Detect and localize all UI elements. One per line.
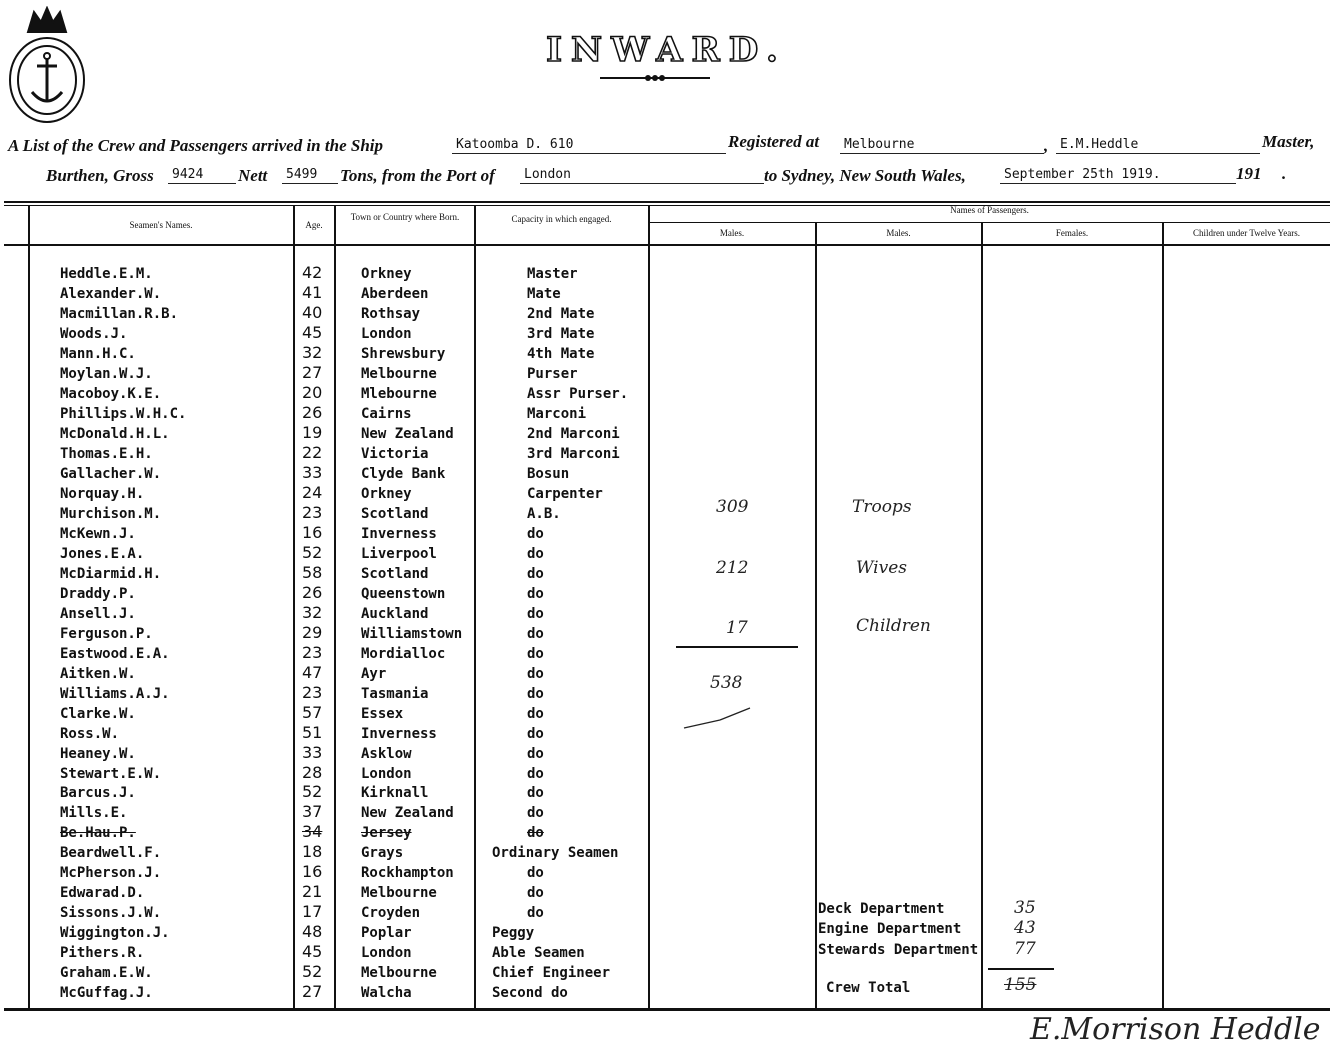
crew-birthplace: Walcha [361, 985, 412, 1001]
crew-age: 16 [302, 862, 323, 881]
crew-name: Williams.A.J. [60, 686, 170, 702]
crew-name: Draddy.P. [60, 586, 136, 602]
crew-age: 45 [302, 942, 323, 961]
crew-age: 18 [302, 842, 323, 861]
crew-name: McDonald.H.L. [60, 426, 170, 442]
crew-capacity: 3rd Marconi [527, 446, 620, 462]
year-suffix: 191 [1236, 164, 1262, 183]
crew-name: Macmillan.R.B. [60, 306, 179, 322]
crew-age: 41 [302, 283, 323, 302]
crew-capacity: do [527, 646, 544, 662]
crew-age: 58 [302, 563, 323, 582]
ship-name-field: Katoomba D. 610 [452, 136, 726, 154]
gross-tons-field: 9424 [168, 166, 236, 184]
crew-name: Stewart.E.W. [60, 766, 162, 782]
crew-birthplace: Scotland [361, 566, 429, 582]
crew-capacity: do [527, 626, 544, 642]
crew-name: Wiggington.J. [60, 925, 170, 941]
crew-birthplace: London [361, 945, 412, 961]
crew-age: 47 [302, 663, 323, 682]
col-passengers: Names of Passengers. [950, 205, 1029, 215]
crew-total-value: 155 [1004, 975, 1037, 995]
crew-capacity: 4th Mate [527, 346, 595, 362]
crew-age: 23 [302, 683, 323, 702]
crew-birthplace: Scotland [361, 506, 429, 522]
crew-birthplace: Orkney [361, 266, 412, 282]
crew-name: Ferguson.P. [60, 626, 153, 642]
crew-birthplace: Melbourne [361, 965, 437, 981]
from-port-field: London [520, 166, 764, 184]
crew-age: 45 [302, 323, 323, 342]
crew-age: 23 [302, 503, 323, 522]
crew-capacity: do [527, 746, 544, 762]
crew-age: 27 [302, 363, 323, 382]
crew-capacity: Purser [527, 366, 578, 382]
crew-birthplace: Rothsay [361, 306, 421, 322]
crew-capacity: do [527, 865, 544, 881]
crew-birthplace: London [361, 326, 412, 342]
crew-birthplace: Rockhampton [361, 865, 454, 881]
crew-capacity: Marconi [527, 406, 587, 422]
crew-age: 33 [302, 743, 323, 762]
crew-name: Eastwood.E.A. [60, 646, 170, 662]
crew-name: Alexander.W. [60, 286, 162, 302]
crew-birthplace: Orkney [361, 486, 412, 502]
crew-capacity: do [527, 686, 544, 702]
col-capacity: Capacity in which engaged. [511, 214, 612, 224]
crew-name: Edwarad.D. [60, 885, 145, 901]
crew-age: 32 [302, 603, 323, 622]
col-seamens-names: Seamen's Names. [129, 220, 193, 230]
crew-birthplace: Shrewsbury [361, 346, 446, 362]
crew-birthplace: Asklow [361, 746, 412, 762]
from-port-label: Tons, from the Port of [340, 166, 495, 185]
crew-capacity: Able Seamen [492, 945, 585, 961]
crew-name: Be.Hau.P. [60, 825, 136, 841]
crew-age: 28 [302, 763, 323, 782]
crew-name: McGuffag.J. [60, 985, 153, 1001]
crew-age: 34 [302, 822, 323, 841]
crew-name: Sissons.J.W. [60, 905, 162, 921]
crew-name: Mills.E. [60, 805, 128, 821]
crew-age: 57 [302, 703, 323, 722]
crew-birthplace: Melbourne [361, 885, 437, 901]
crew-birthplace: Ayr [361, 666, 387, 682]
crew-birthplace: Aberdeen [361, 286, 429, 302]
crew-age: 42 [302, 263, 323, 282]
stewards-department-value: 77 [1014, 939, 1036, 959]
crew-age: 20 [302, 383, 323, 402]
crew-capacity: Second do [492, 985, 568, 1001]
crew-birthplace: Grays [361, 845, 404, 861]
crew-capacity: 2nd Marconi [527, 426, 620, 442]
crew-name: McPherson.J. [60, 865, 162, 881]
crew-capacity: do [527, 586, 544, 602]
crew-capacity: Ordinary Seamen [492, 845, 619, 861]
stewards-department-label: Stewards Department [818, 942, 979, 958]
crew-name: Phillips.W.H.C. [60, 406, 187, 422]
crew-birthplace: Essex [361, 706, 404, 722]
crew-name: Graham.E.W. [60, 965, 153, 981]
crew-age: 16 [302, 523, 323, 542]
crew-name: Macoboy.K.E. [60, 386, 162, 402]
crew-age: 26 [302, 583, 323, 602]
crew-capacity: Chief Engineer [492, 965, 611, 981]
deck-department-label: Deck Department [818, 901, 945, 917]
crew-name: McDiarmid.H. [60, 566, 162, 582]
passenger-total: 538 [710, 673, 743, 693]
header-intro-text: A List of the Crew and Passengers arrived in the Ship [8, 136, 383, 155]
crew-capacity: do [527, 825, 544, 841]
crew-name: Ansell.J. [60, 606, 136, 622]
children-count: 17 [726, 618, 748, 638]
crew-age: 17 [302, 902, 323, 921]
crew-birthplace: Melbourne [361, 366, 437, 382]
crew-name: Barcus.J. [60, 785, 136, 801]
children-label: Children [856, 616, 931, 636]
title-ornament-icon [600, 72, 710, 84]
crew-capacity: do [527, 546, 544, 562]
crew-name: Clarke.W. [60, 706, 136, 722]
col-passenger-females: Females. [1055, 228, 1089, 238]
crew-age: 37 [302, 802, 323, 821]
col-born: Town or Country where Born. [350, 212, 460, 222]
col-age: Age. [305, 220, 323, 230]
crew-capacity: do [527, 526, 544, 542]
crew-age: 26 [302, 403, 323, 422]
crew-capacity: do [527, 706, 544, 722]
crew-capacity: do [527, 566, 544, 582]
crew-birthplace: Mlebourne [361, 386, 437, 402]
crew-birthplace: Jersey [361, 825, 412, 841]
crew-birthplace: Williamstown [361, 626, 463, 642]
registered-port-field: Melbourne [840, 136, 1044, 154]
destination-label: to Sydney, New South Wales, [764, 166, 966, 185]
crew-name: Heddle.E.M. [60, 266, 153, 282]
crew-birthplace: Auckland [361, 606, 429, 622]
crew-capacity: A.B. [527, 506, 561, 522]
crew-age: 21 [302, 882, 323, 901]
arrival-date-field: September 25th 1919. [1000, 166, 1236, 184]
crew-age: 27 [302, 982, 323, 1001]
crew-capacity: do [527, 606, 544, 622]
wives-count: 212 [716, 558, 749, 578]
crew-capacity: Carpenter [527, 486, 603, 502]
crew-capacity: do [527, 785, 544, 801]
engine-department-value: 43 [1014, 918, 1036, 938]
crew-age: 32 [302, 343, 323, 362]
crew-name: Woods.J. [60, 326, 128, 342]
crew-name: Aitken.W. [60, 666, 136, 682]
crew-age: 22 [302, 443, 323, 462]
crew-capacity: Mate [527, 286, 561, 302]
crew-name: Murchison.M. [60, 506, 162, 522]
crew-name: Pithers.R. [60, 945, 145, 961]
crew-name: Jones.E.A. [60, 546, 145, 562]
crew-name: Beardwell.F. [60, 845, 162, 861]
crew-age: 40 [302, 303, 323, 322]
crew-birthplace: Cairns [361, 406, 412, 422]
crew-age: 33 [302, 463, 323, 482]
crew-age: 48 [302, 922, 323, 941]
crew-age: 52 [302, 782, 323, 801]
handwritten-tick-mark [680, 702, 760, 736]
crew-birthplace: Tasmania [361, 686, 429, 702]
crew-name: Mann.H.C. [60, 346, 136, 362]
nett-tons-field: 5499 [282, 166, 338, 184]
crew-name: Heaney.W. [60, 746, 136, 762]
crew-age: 23 [302, 643, 323, 662]
crew-name: Thomas.E.H. [60, 446, 153, 462]
master-name-field: E.M.Heddle [1056, 136, 1260, 154]
crew-capacity: Bosun [527, 466, 570, 482]
crew-birthplace: Croyden [361, 905, 421, 921]
crew-birthplace: Inverness [361, 526, 437, 542]
crew-name: Gallacher.W. [60, 466, 162, 482]
crew-capacity: Peggy [492, 925, 535, 941]
crew-birthplace: New Zealand [361, 805, 454, 821]
crew-name: Moylan.W.J. [60, 366, 153, 382]
burthen-label: Burthen, Gross [46, 166, 154, 185]
crew-birthplace: Clyde Bank [361, 466, 446, 482]
crew-age: 19 [302, 423, 323, 442]
master-label: Master, [1262, 132, 1315, 151]
crew-birthplace: Poplar [361, 925, 412, 941]
master-signature: E.Morrison Heddle [1030, 1012, 1321, 1047]
crew-capacity: do [527, 766, 544, 782]
crew-birthplace: Victoria [361, 446, 429, 462]
crew-name: Norquay.H. [60, 486, 145, 502]
crew-capacity: 2nd Mate [527, 306, 595, 322]
troops-count: 309 [716, 497, 749, 517]
wives-label: Wives [856, 558, 907, 578]
col-passenger-males-1: Males. [719, 228, 745, 238]
col-passenger-males-2: Males. [886, 228, 911, 238]
deck-department-value: 35 [1014, 898, 1036, 918]
crew-total-label: Crew Total [826, 980, 911, 996]
crew-age: 52 [302, 962, 323, 981]
crew-name: McKewn.J. [60, 526, 136, 542]
troops-label: Troops [852, 497, 912, 517]
col-passenger-children: Children under Twelve Years. [1193, 228, 1300, 238]
crew-birthplace: Kirknall [361, 785, 429, 801]
crew-age: 52 [302, 543, 323, 562]
crew-birthplace: Liverpool [361, 546, 437, 562]
crew-capacity: 3rd Mate [527, 326, 595, 342]
crew-capacity: Master [527, 266, 578, 282]
crew-name: Ross.W. [60, 726, 120, 742]
crew-birthplace: New Zealand [361, 426, 454, 442]
crew-capacity: do [527, 726, 544, 742]
crew-capacity: Assr Purser. [527, 386, 629, 402]
crew-age: 29 [302, 623, 323, 642]
crew-birthplace: Inverness [361, 726, 437, 742]
crew-age: 51 [302, 723, 323, 742]
crew-capacity: do [527, 885, 544, 901]
registered-at-label: Registered at [728, 132, 820, 151]
crew-birthplace: Mordialloc [361, 646, 446, 662]
engine-department-label: Engine Department [818, 921, 962, 937]
crew-capacity: do [527, 666, 544, 682]
crew-age: 24 [302, 483, 323, 502]
nett-label: Nett [238, 166, 268, 185]
crew-capacity: do [527, 905, 544, 921]
crew-birthplace: Queenstown [361, 586, 446, 602]
page-title: INWARD. [546, 30, 787, 70]
crew-capacity: do [527, 805, 544, 821]
crew-birthplace: London [361, 766, 412, 782]
